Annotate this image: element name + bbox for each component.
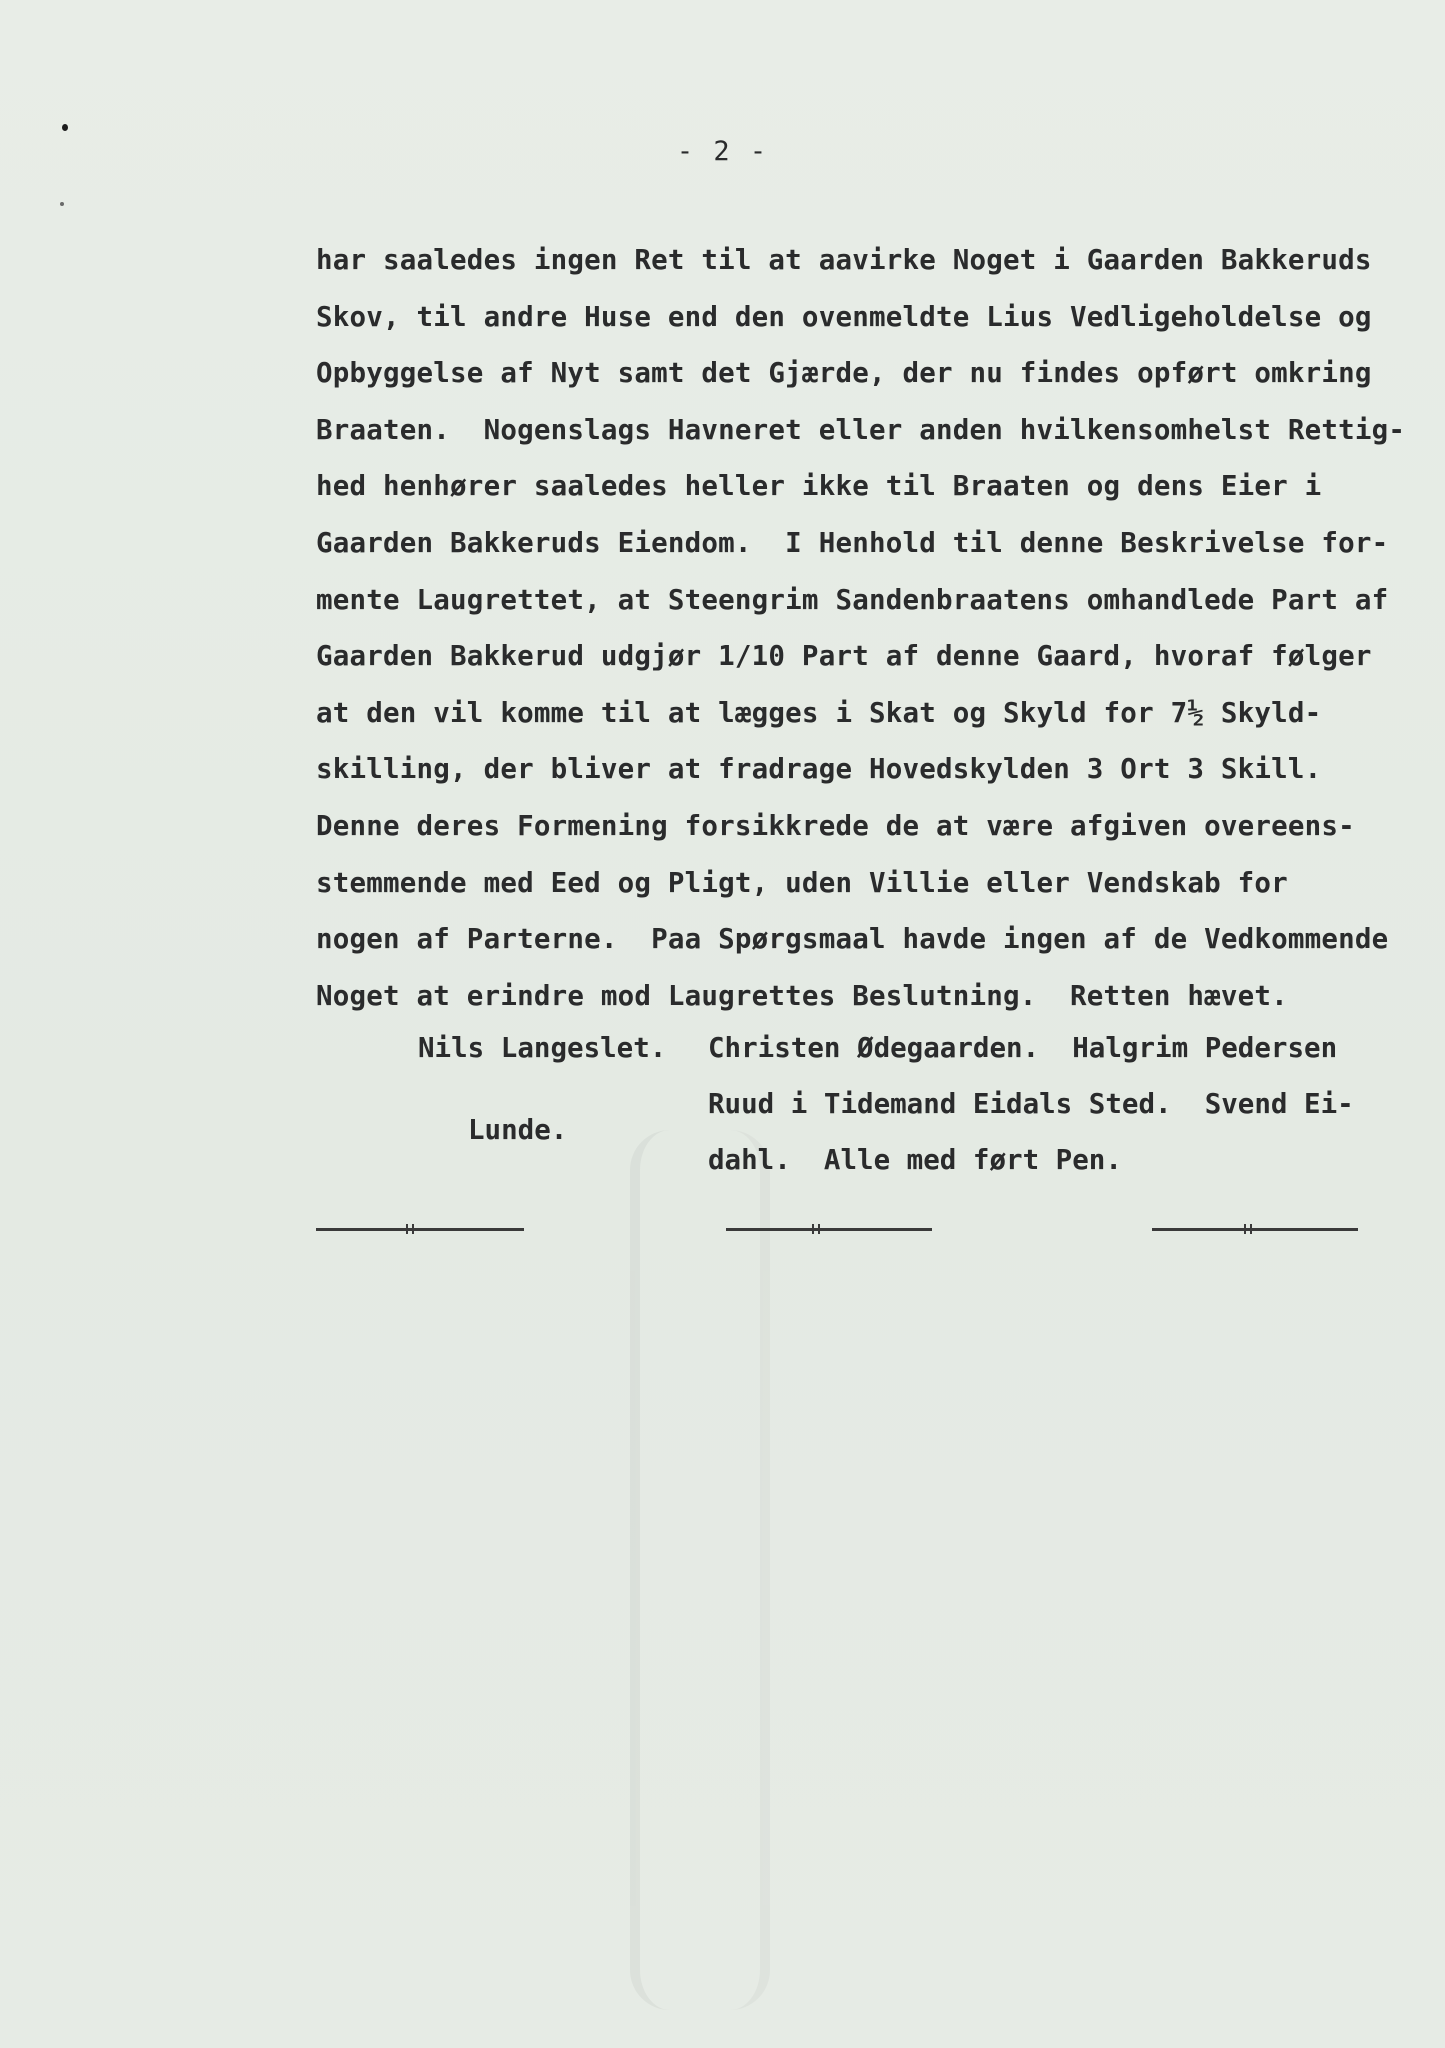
rule-tick [818, 1224, 820, 1234]
separator-rule [726, 1228, 932, 1231]
rule-tick [812, 1224, 814, 1234]
text-line: har saaledes ingen Ret til at aavirke Noget i Gaarden Bakkeruds [316, 244, 1372, 276]
signature-lunde: Lunde. [468, 1114, 568, 1146]
body-text [316, 232, 1436, 1024]
text-line: stemmende med Eed og Pligt, uden Villie eller Vendskab for [316, 866, 1288, 899]
text-line: hed henhører saaledes heller ikke til Braaten og dens Eier i [316, 470, 1322, 503]
text-line: mente Laugrettet, at Steengrim Sandenbraatens omhandlede Part af [316, 583, 1389, 616]
rule-tick [412, 1224, 414, 1234]
text-line: Gaarden Bakkeruds Eiendom. I Henhold til denne Beskrivelse for- [316, 526, 1389, 559]
rule-tick [406, 1224, 408, 1234]
text-line: Opbyggelse af Nyt samt det Gjærde, der nu findes opført omkring [316, 357, 1372, 390]
signature-nils: Nils Langeslet. [418, 1032, 667, 1064]
rule-tick [1250, 1224, 1252, 1234]
text-line: Noget at erindre mod Laugrettes Beslutning. Retten hævet. [316, 979, 1288, 1012]
margin-mark-small [60, 202, 64, 206]
signature-ruud: Ruud i Tidemand Eidals Sted. Svend Ei- [708, 1088, 1354, 1120]
text-line: Skov, til andre Huse end den ovenmeldte Lius Vedligeholdelse og [316, 300, 1372, 333]
text-line: Gaarden Bakkerud udgjør 1/10 Part af denne Gaard, hvoraf følger [316, 640, 1372, 673]
page-number: - 2 - [676, 136, 769, 167]
signature-christen: Christen Ødegaarden. Halgrim Pedersen [708, 1032, 1338, 1064]
text-line: at den vil komme til at lægges i Skat og Skyld for 7½ Skyld- [316, 696, 1322, 729]
rule-tick [1244, 1224, 1246, 1234]
text-line: Denne deres Formening forsikkrede de at være afgiven overeens- [316, 809, 1355, 842]
text-line: nogen af Parterne. Paa Spørgsmaal havde ingen af de Vedkommende [316, 923, 1389, 956]
separator-rule [1152, 1228, 1358, 1231]
text-line: Braaten. Nogenslags Havneret eller anden hvilkensomhelst Rettig- [316, 413, 1406, 446]
separator-rule [316, 1228, 524, 1231]
text-line: skilling, der bliver at fradrage Hovedskylden 3 Ort 3 Skill. [316, 753, 1322, 786]
stamp-bleed-through [630, 1130, 770, 2010]
signature-dahl: dahl. Alle med ført Pen. [708, 1144, 1122, 1176]
margin-mark [62, 124, 68, 131]
